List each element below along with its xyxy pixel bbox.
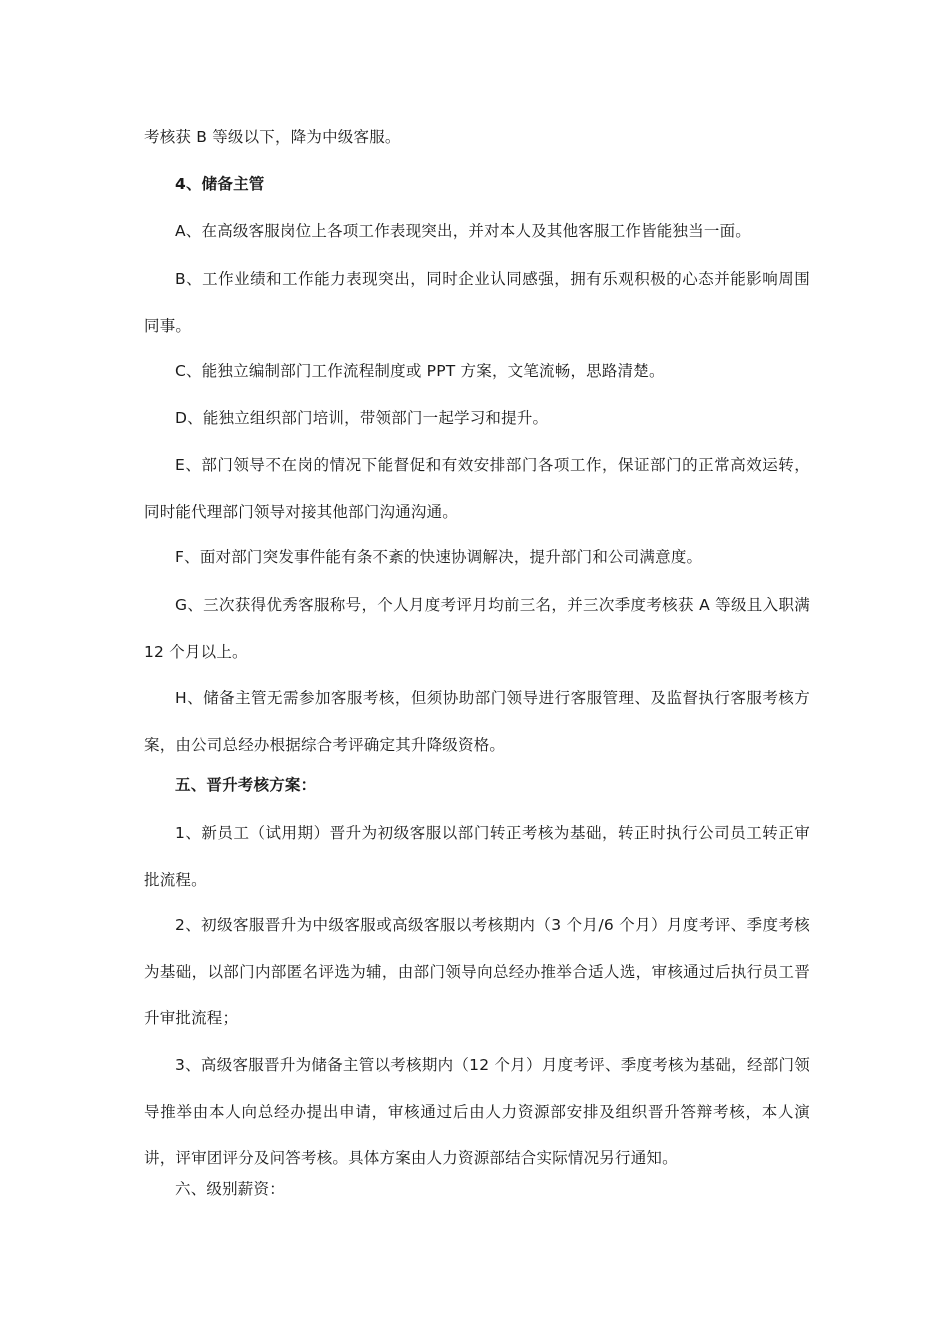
paragraph-item-g: G、三次获得优秀客服称号，个人月度考评月均前三名，并三次季度考核获 A 等级且入职满 12 个月以上。 — [144, 596, 810, 661]
section-heading-salary-levels: 六、级别薪资： — [175, 1180, 285, 1198]
paragraph-item-b: B、工作业绩和工作能力表现突出，同时企业认同感强，拥有乐观积极的心态并能影响周围同事。 — [144, 270, 810, 335]
paragraph-item-f: F、面对部门突发事件能有条不紊的快速协调解决，提升部门和公司满意度。 — [175, 548, 703, 566]
paragraph-item-e: E、部门领导不在岗的情况下能督促和有效安排部门各项工作，保证部门的正常高效运转，同时能代理部门领导对接其他部门沟通沟通。 — [144, 456, 810, 521]
section-heading-reserve-supervisor: 4、储备主管 — [175, 175, 265, 193]
paragraph-item-c: C、能独立编制部门工作流程制度或 PPT 方案，文笔流畅，思路清楚。 — [175, 362, 665, 380]
paragraph-promotion-3: 3、高级客服晋升为储备主管以考核期内（12 个月）月度考评、季度考核为基础，经部门领导推举由本人向总经办提出申请，审核通过后由人力资源部安排及组织晋升答辩考核，本人演讲，评审团评分及问答考核。具体方案由人力资源部结合实际情况另行通知。 — [144, 1056, 810, 1167]
paragraph-item-h: H、储备主管无需参加客服考核，但须协助部门领导进行客服管理、及监督执行客服考核方案，由公司总经办根据综合考评确定其升降级资格。 — [144, 689, 810, 754]
section-heading-promotion-plan: 五、晋升考核方案： — [175, 776, 317, 794]
paragraph-promotion-1: 1、新员工（试用期）晋升为初级客服以部门转正考核为基础，转正时执行公司员工转正审批流程。 — [144, 824, 810, 889]
paragraph-continuation: 考核获 B 等级以下，降为中级客服。 — [144, 128, 401, 146]
paragraph-item-d: D、能独立组织部门培训，带领部门一起学习和提升。 — [175, 409, 549, 427]
paragraph-promotion-2: 2、初级客服晋升为中级客服或高级客服以考核期内（3 个月/6 个月）月度考评、季度考核为基础，以部门内部匿名评选为辅，由部门领导向总经办推举合适人选，审核通过后执行员工晋升审批流程； — [144, 916, 810, 1027]
paragraph-item-a: A、在高级客服岗位上各项工作表现突出，并对本人及其他客服工作皆能独当一面。 — [175, 222, 752, 240]
